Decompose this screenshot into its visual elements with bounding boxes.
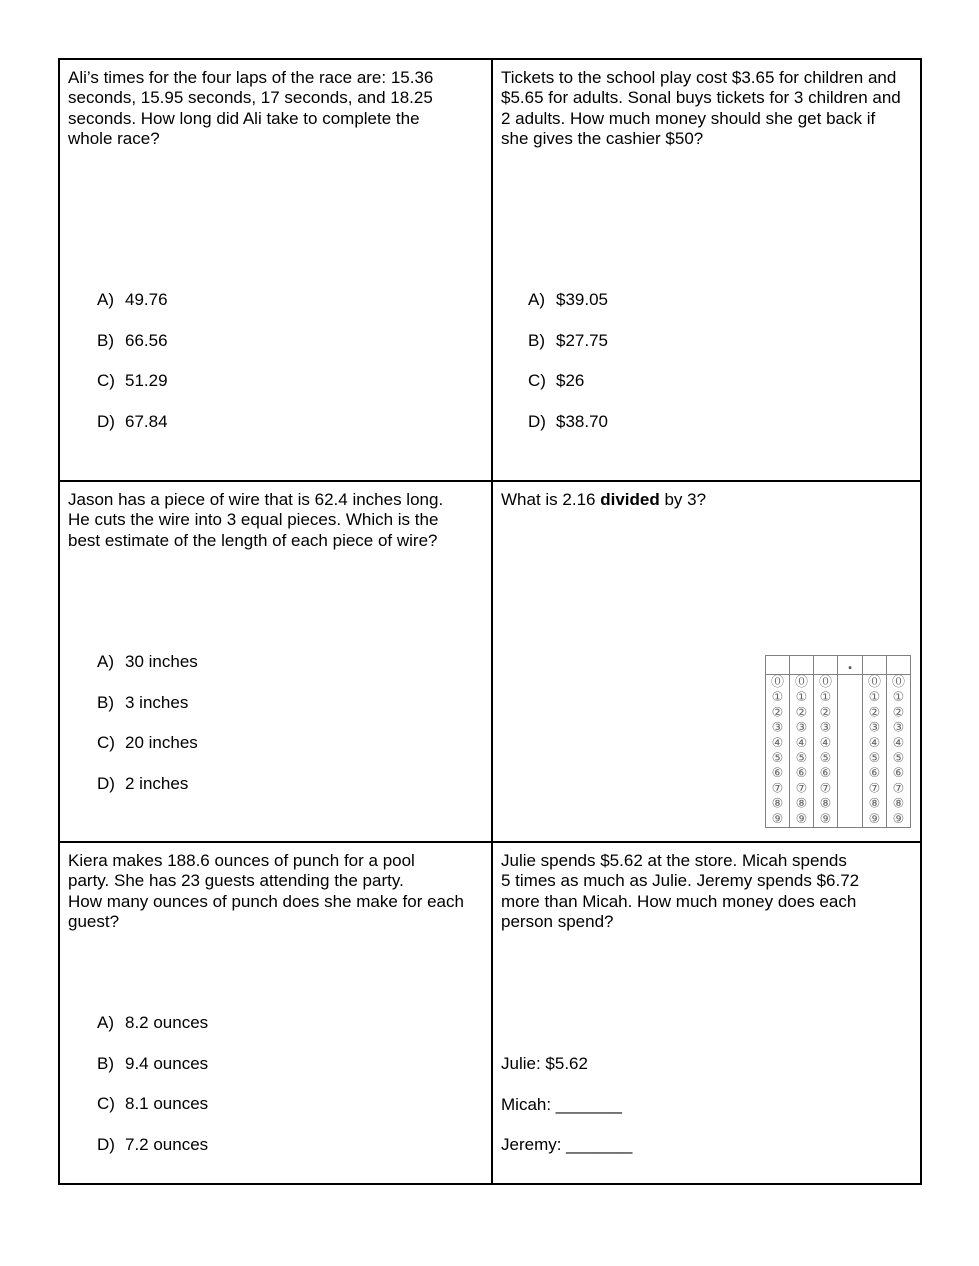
problem-6-question: Julie spends $5.62 at the store. Micah spends 5 times as much as Julie. Jeremy spends $6.72 more than Micah. How much money does each person spend? — [501, 851, 860, 931]
choice-c[interactable]: C) $26 — [528, 371, 585, 390]
choice-b[interactable]: B) 3 inches — [97, 692, 189, 712]
bubble-col6-digit-4[interactable]: ④ — [892, 735, 905, 751]
bubble-col3-digit-3[interactable]: ③ — [819, 720, 832, 736]
choice-c[interactable]: C) 20 inches — [97, 733, 198, 752]
bubble-col3-digit-0[interactable]: ⓪ — [818, 675, 833, 690]
choice-d[interactable]: D) 2 inches — [97, 773, 189, 793]
bubble-col5-digit-9[interactable]: ⑨ — [868, 811, 881, 827]
bubble-col2-digit-8[interactable]: ⑧ — [795, 796, 808, 812]
bubble-col2-digit-0[interactable]: ⓪ — [794, 675, 809, 690]
bubble-col5-digit-6[interactable]: ⑥ — [868, 766, 881, 782]
bubble-col1-digit-8[interactable]: ⑧ — [771, 796, 784, 812]
problem-1-question: Ali’s times for the four laps of the race are: 15.36 seconds, 15.95 seconds, 17 seconds, and 18.25 seconds. How long did Ali take to complete the whole race? — [68, 68, 434, 148]
bubble-col6-digit-0[interactable]: ⓪ — [891, 675, 906, 690]
bubble-col1-digit-6[interactable]: ⑥ — [771, 766, 784, 782]
choice-d[interactable]: D) 7.2 ounces — [97, 1134, 209, 1154]
bubble-col3-digit-4[interactable]: ④ — [819, 735, 832, 751]
bubble-col1-digit-9[interactable]: ⑨ — [771, 811, 784, 827]
problem-5 — [60, 843, 491, 1185]
bubble-col2-digit-9[interactable]: ⑨ — [795, 811, 808, 827]
choice-b[interactable]: B) 9.4 ounces — [97, 1053, 209, 1073]
bubble-col5-digit-3[interactable]: ③ — [868, 720, 881, 736]
choice-c[interactable]: C) 51.29 — [97, 371, 168, 390]
worksheet-grid — [58, 58, 922, 1185]
choice-a[interactable]: A) 30 inches — [97, 652, 198, 671]
bubble-col5-digit-7[interactable]: ⑦ — [868, 781, 881, 797]
bubble-col3-digit-1[interactable]: ① — [819, 690, 832, 706]
bubble-col5-digit-5[interactable]: ⑤ — [868, 751, 881, 766]
bubble-col2-digit-5[interactable]: ⑤ — [795, 751, 808, 766]
bubble-col5-digit-2[interactable]: ② — [868, 705, 881, 721]
bubble-col5-digit-0[interactable]: ⓪ — [867, 675, 882, 690]
bubble-col1-digit-3[interactable]: ③ — [771, 720, 784, 736]
bubble-col1-digit-2[interactable]: ② — [771, 705, 784, 721]
bubble-col3-digit-7[interactable]: ⑦ — [819, 781, 832, 797]
grid-in-answer-box[interactable] — [765, 655, 911, 829]
problem-2 — [493, 60, 922, 480]
bubble-col5-digit-4[interactable]: ④ — [868, 735, 881, 751]
bubble-col1-digit-5[interactable]: ⑤ — [771, 751, 784, 766]
problem-3-question: Jason has a piece of wire that is 62.4 inches long. He cuts the wire into 3 equal pieces. Which is the best estimate of the length of each piece of wire? — [68, 490, 444, 550]
bubble-col6-digit-7[interactable]: ⑦ — [892, 781, 905, 797]
bubble-col2-digit-6[interactable]: ⑥ — [795, 766, 808, 782]
bubble-col1-digit-7[interactable]: ⑦ — [771, 781, 784, 797]
bubble-col6-digit-8[interactable]: ⑧ — [892, 796, 905, 812]
choice-d[interactable]: D) $38.70 — [528, 411, 608, 431]
problem-5-choices — [97, 1013, 208, 1175]
bubble-col5-digit-8[interactable]: ⑧ — [868, 796, 881, 812]
bubble-col2-digit-4[interactable]: ④ — [795, 735, 808, 751]
bubble-col3-digit-9[interactable]: ⑨ — [819, 811, 832, 827]
bubble-col6-digit-1[interactable]: ① — [892, 690, 905, 706]
bubble-col6-digit-5[interactable]: ⑤ — [892, 751, 905, 766]
bubble-col1-digit-4[interactable]: ④ — [771, 735, 784, 751]
problem-3-choices — [97, 652, 198, 814]
bubble-col3-digit-2[interactable]: ② — [819, 705, 832, 721]
choice-a[interactable]: A) $39.05 — [528, 290, 608, 309]
problem-5-question: Kiera makes 188.6 ounces of punch for a pool party. She has 23 guests attending the party. How many ounces of punch does she make for each guest? — [68, 851, 464, 931]
bubble-col6-digit-3[interactable]: ③ — [892, 720, 905, 736]
bubble-col6-digit-6[interactable]: ⑥ — [892, 766, 905, 782]
problem-3 — [60, 482, 491, 841]
bubble-col3-digit-6[interactable]: ⑥ — [819, 766, 832, 782]
bubble-col2-digit-3[interactable]: ③ — [795, 720, 808, 736]
bubble-col1-digit-1[interactable]: ① — [771, 690, 784, 706]
bubble-col6-digit-2[interactable]: ② — [892, 705, 905, 721]
choice-b[interactable]: B) $27.75 — [528, 330, 608, 350]
problem-1-choices — [97, 290, 168, 452]
choice-c[interactable]: C) 8.1 ounces — [97, 1094, 209, 1113]
bubble-col1-digit-0[interactable]: ⓪ — [770, 675, 785, 690]
bubble-col2-digit-2[interactable]: ② — [795, 705, 808, 721]
choice-a[interactable]: A) 8.2 ounces — [97, 1013, 209, 1032]
problem-6 — [493, 843, 922, 1185]
problem-4-question: What is 2.16 divided by 3? — [501, 490, 707, 509]
bubble-col3-digit-5[interactable]: ⑤ — [819, 751, 832, 766]
bubble-col2-digit-1[interactable]: ① — [795, 690, 808, 706]
answer-julie: Julie: $5.62 — [501, 1054, 588, 1073]
problem-1 — [60, 60, 491, 480]
bubble-col6-digit-9[interactable]: ⑨ — [892, 811, 905, 827]
answer-jeremy[interactable]: Jeremy: _______ — [501, 1135, 633, 1154]
choice-d[interactable]: D) 67.84 — [97, 411, 168, 431]
problem-4 — [493, 482, 922, 841]
choice-a[interactable]: A) 49.76 — [97, 290, 168, 309]
decimal-point: . — [847, 657, 853, 673]
bubble-col3-digit-8[interactable]: ⑧ — [819, 796, 832, 812]
answer-micah[interactable]: Micah: _______ — [501, 1095, 622, 1114]
problem-2-choices — [528, 290, 608, 452]
bubble-col2-digit-7[interactable]: ⑦ — [795, 781, 808, 797]
bubble-col5-digit-1[interactable]: ① — [868, 690, 881, 706]
choice-b[interactable]: B) 66.56 — [97, 330, 168, 350]
problem-2-question: Tickets to the school play cost $3.65 for children and $5.65 for adults. Sonal buys tickets for 3 children and 2 adults. How much money should she get back if she gives the cashier $50? — [501, 68, 901, 148]
